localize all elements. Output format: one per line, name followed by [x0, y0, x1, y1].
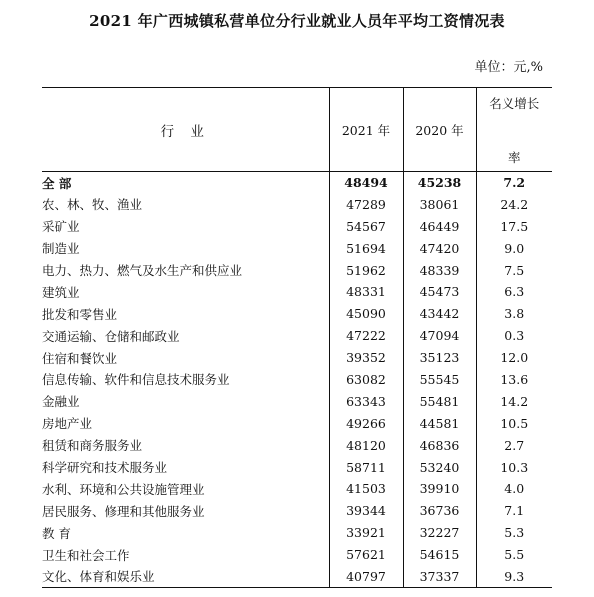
- table-row: [42, 456, 552, 478]
- cell-2020: 39910: [403, 478, 476, 500]
- table-row: [42, 259, 552, 281]
- table-row-total: [42, 172, 552, 194]
- header-growth: [476, 88, 552, 172]
- cell-growth: 7.1: [476, 500, 552, 522]
- table-row: [42, 434, 552, 456]
- cell-2021: 58711: [329, 456, 403, 478]
- cell-2020: 43442: [403, 303, 476, 325]
- cell-industry: 居民服务、修理和其他服务业: [42, 503, 205, 519]
- table-row: [42, 500, 552, 522]
- cell-2021: 47289: [329, 193, 403, 215]
- cell-growth: 9.3: [476, 566, 552, 588]
- cell-2020: 55545: [403, 369, 476, 391]
- cell-industry: 建筑业: [42, 284, 80, 300]
- cell-2020: 46449: [403, 215, 476, 237]
- cell-industry: 采矿业: [42, 219, 80, 235]
- table-row: [42, 303, 552, 325]
- cell-2020: 53240: [403, 456, 476, 478]
- table-row: [42, 325, 552, 347]
- header-growth-line2: 率: [507, 149, 521, 165]
- cell-2020: 44581: [403, 412, 476, 434]
- cell-2021: 51694: [329, 237, 403, 259]
- cell-industry: 信息传输、软件和信息技术服务业: [42, 372, 230, 388]
- cell-2021: 39344: [329, 500, 403, 522]
- cell-growth: 7.5: [476, 259, 552, 281]
- cell-2021: 51962: [329, 259, 403, 281]
- cell-growth: 7.2: [476, 172, 552, 194]
- cell-2021: 48120: [329, 434, 403, 456]
- cell-growth: 9.0: [476, 237, 552, 259]
- table-row: [42, 544, 552, 566]
- header-growth-line1: 名义增长: [489, 95, 540, 111]
- cell-2020: 45473: [403, 281, 476, 303]
- cell-growth: 3.8: [476, 303, 552, 325]
- cell-2020: 36736: [403, 500, 476, 522]
- cell-industry: 电力、热力、燃气及水生产和供应业: [42, 263, 243, 278]
- cell-growth: 13.6: [476, 369, 552, 391]
- cell-2021: 49266: [329, 412, 403, 434]
- cell-2021: 48331: [329, 281, 403, 303]
- cell-industry: 批发和零售业: [42, 306, 118, 322]
- cell-2020: 45238: [403, 172, 476, 194]
- cell-industry: 农、林、牧、渔业: [42, 197, 143, 213]
- cell-growth: 6.3: [476, 281, 552, 303]
- cell-2020: 55481: [403, 390, 476, 412]
- cell-2021: 41503: [329, 478, 403, 500]
- cell-growth: 2.7: [476, 434, 552, 456]
- table-header: [42, 88, 552, 172]
- cell-2020: 46836: [403, 434, 476, 456]
- table-body: [42, 172, 552, 588]
- cell-industry: 住宿和餐饮业: [42, 350, 118, 366]
- cell-2021: 57621: [329, 544, 403, 566]
- table-row: [42, 522, 552, 544]
- header-2021: 2021 年: [329, 88, 403, 172]
- table-row: [42, 281, 552, 303]
- table-row: [42, 412, 552, 434]
- cell-industry: 房地产业: [42, 416, 93, 432]
- table-row: [42, 566, 552, 588]
- cell-growth: 5.5: [476, 544, 552, 566]
- cell-2021: 33921: [329, 522, 403, 544]
- header-2020: 2020 年: [403, 88, 476, 172]
- cell-2021: 47222: [329, 325, 403, 347]
- wage-table: [42, 87, 552, 588]
- cell-industry: 全 部: [42, 175, 72, 191]
- cell-2021: 45090: [329, 303, 403, 325]
- cell-industry: 文化、体育和娱乐业: [42, 566, 329, 588]
- cell-industry: 租赁和商务服务业: [42, 438, 143, 454]
- cell-2020: 47420: [403, 237, 476, 259]
- cell-growth: 4.0: [476, 478, 552, 500]
- cell-growth: 0.3: [476, 325, 552, 347]
- header-row: [42, 88, 552, 172]
- cell-industry: 卫生和社会工作: [42, 547, 130, 563]
- cell-growth: 24.2: [476, 193, 552, 215]
- cell-growth: 17.5: [476, 215, 552, 237]
- cell-industry: 制造业: [42, 241, 80, 257]
- cell-growth: 10.5: [476, 412, 552, 434]
- header-industry: 行 业: [42, 88, 329, 172]
- cell-2020: 38061: [403, 193, 476, 215]
- table-row: [42, 369, 552, 391]
- table-row: [42, 478, 552, 500]
- cell-industry: 金融业: [42, 394, 80, 410]
- table-row: [42, 390, 552, 412]
- cell-2021: 48494: [329, 172, 403, 194]
- cell-2021: 63343: [329, 390, 403, 412]
- cell-2021: 40797: [329, 566, 403, 588]
- table-row: [42, 237, 552, 259]
- cell-2020: 48339: [403, 259, 476, 281]
- cell-growth: 10.3: [476, 456, 552, 478]
- cell-industry: 交通运输、仓储和邮政业: [42, 328, 180, 344]
- cell-industry: 水利、环境和公共设施管理业: [42, 481, 205, 497]
- cell-growth: 5.3: [476, 522, 552, 544]
- table-row: [42, 193, 552, 215]
- cell-2021: 63082: [329, 369, 403, 391]
- cell-industry: 科学研究和技术服务业: [42, 460, 168, 476]
- cell-industry: 教 育: [42, 525, 71, 541]
- table-row: [42, 215, 552, 237]
- unit-note: 单位：元,%: [474, 60, 543, 75]
- cell-2020: 47094: [403, 325, 476, 347]
- document-title: 2021 年广西城镇私营单位分行业就业人员年平均工资情况表: [89, 12, 505, 30]
- cell-growth: 12.0: [476, 347, 552, 369]
- cell-2020: 37337: [403, 566, 476, 588]
- table-row: [42, 347, 552, 369]
- cell-2021: 54567: [329, 215, 403, 237]
- cell-2020: 32227: [403, 522, 476, 544]
- cell-2020: 54615: [403, 544, 476, 566]
- cell-2021: 39352: [329, 347, 403, 369]
- cell-2020: 35123: [403, 347, 476, 369]
- cell-growth: 14.2: [476, 390, 552, 412]
